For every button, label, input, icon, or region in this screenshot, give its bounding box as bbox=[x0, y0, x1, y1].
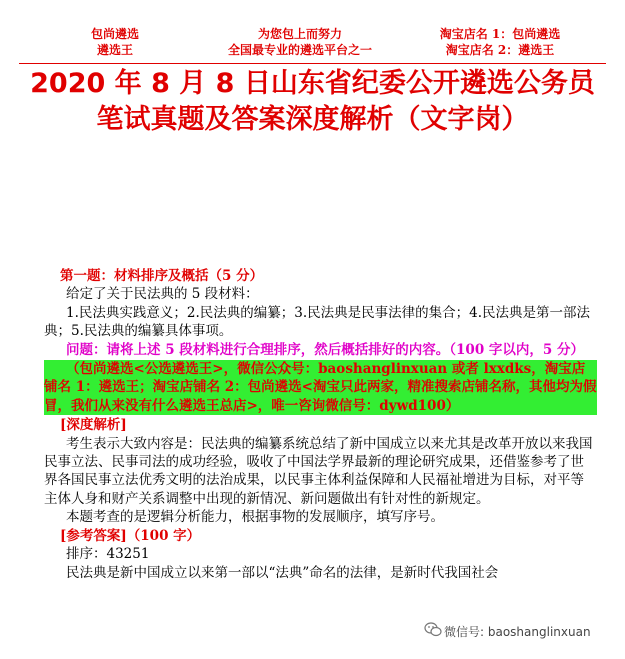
title-line1: 2020 年 8 月 8 日山东省纪委公开遴选公务员 bbox=[30, 68, 595, 99]
document-body bbox=[44, 267, 597, 582]
document-title bbox=[14, 66, 611, 138]
wechat-watermark bbox=[424, 620, 624, 642]
analysis-summary: 本题考查的是逻辑分析能力，根据事物的发展顺序，填写序号。 bbox=[66, 509, 444, 526]
wechat-icon bbox=[424, 622, 442, 637]
header-center-line1: 为您包上而努力 bbox=[257, 27, 342, 41]
header-left-line1: 包尚遴选 bbox=[90, 27, 139, 41]
watermark-label: 微信号: baoshanglinxuan bbox=[444, 625, 591, 639]
answer-order: 排序：43251 bbox=[66, 546, 150, 563]
header-center bbox=[200, 26, 400, 58]
answer-score: （100 字） bbox=[126, 527, 201, 544]
analysis-heading: [深度解析] bbox=[60, 417, 127, 434]
question-intro: 给定了关于民法典的 5 段材料： bbox=[66, 286, 259, 303]
question-heading: 第一题：材料排序及概括（5 分） bbox=[60, 268, 264, 284]
answer-heading: [参考答案] bbox=[60, 527, 127, 544]
page-header bbox=[0, 26, 625, 60]
question-materials: 1.民法典实践意义；2.民法典的编纂；3.民法典是民事法律的集合；4.民法典是第一部法典；5.民法典的编纂具体事项。 bbox=[44, 304, 591, 340]
header-left bbox=[70, 26, 160, 58]
analysis-paragraph: 考生表示大致内容是：民法典的编纂系统总结了新中国成立以来尤其是改革开放以来我国民事立法、民事司法的成功经验，吸收了中国法学界最新的理论研究成果，还借鉴参考了世界各国民事立法优秀文明的法治成果，以民事主体利益保障和人民福祉增进为目标，对平等主体人身和财产关系调整中出现的新情况、新问题做出有针对性的新规定。 bbox=[44, 435, 593, 507]
header-right bbox=[400, 26, 600, 58]
answer-heading-row bbox=[44, 527, 597, 545]
title-line2: 笔试真题及答案深度解析（文字岗） bbox=[96, 104, 529, 135]
answer-text: 民法典是新中国成立以来第一部以“法典”命名的法律，是新时代我国社会 bbox=[66, 564, 499, 581]
header-right-line2: 淘宝店名 2：遴选王 bbox=[445, 43, 555, 57]
header-divider bbox=[19, 63, 606, 64]
question-prompt: 问题：请将上述 5 段材料进行合理排序，然后概括排好的内容。（100 字以内，5 分） bbox=[66, 341, 585, 358]
header-left-line2: 遴选王 bbox=[96, 43, 133, 57]
promo-highlight: （包尚遴选<公选遴选王>，微信公众号：baoshanglinxuan 或者 lxxdks，淘宝店铺名 1：遴选王；淘宝店铺名 2：包尚遴选<淘宝只此两家，精准搜索店铺名称，其他均为假冒，我们从来没有什么遴选王总店>，唯一咨询微信号：dywd100） bbox=[44, 361, 597, 414]
header-right-line1: 淘宝店名 1：包尚遴选 bbox=[439, 27, 561, 41]
header-center-line2: 全国最专业的遴选平台之一 bbox=[227, 43, 372, 57]
